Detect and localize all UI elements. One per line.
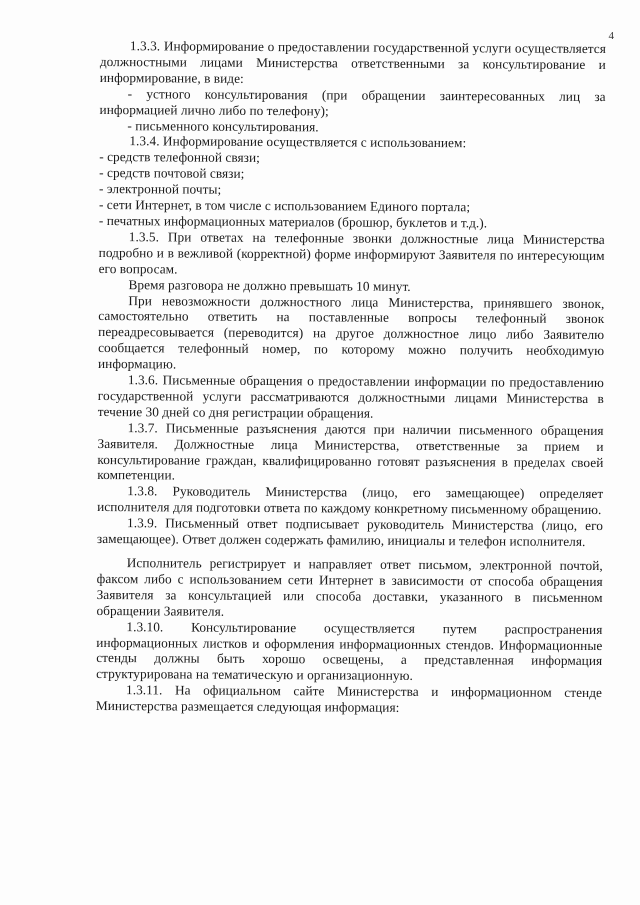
- bullet-written-consulting: - письменного консультирования.: [127, 117, 319, 134]
- paragraph-1-3-3: 1.3.3. Информирование о предоставлении государственной услуги осуществляется должностными лицами Министерства ответственными за консультирование и информирование, в виде:: [99, 38, 606, 86]
- list-item-internet: - сети Интернет, в том числе с использованием Единого портала;: [98, 197, 471, 215]
- paragraph-executor-registers: Исполнитель регистрирует и направляет ответ письмом, электронной почтой, факсом либо с использованием сети Интернет в зависимости от способа обращения Заявителя за консультацией или способа доставки, указанного в письменном обращении Заявителя.: [96, 555, 603, 619]
- page-number: 4: [608, 30, 614, 42]
- paragraph-1-3-5: 1.3.5. При ответах на телефонные звонки должностные лица Министерства подробно и в вежливой (корректной) форме информируют Заявителя по интересующим его вопросам.: [98, 229, 605, 277]
- list-item-print: - печатных информационных материалов (брошюр, буклетов и т.д.).: [98, 212, 488, 231]
- paragraph-1-3-4: 1.3.4. Информирование осуществляется с использованием:: [129, 133, 467, 151]
- paragraph-call-redirect: При невозможности должностного лица Министерства, принявшего звонок, самостоятельно ответить на поставленные вопросы телефонный звонок переадресовывается (переводится) на другое должностное лицо либо Заявителю сообщается телефонный номер, по которому можно получить необходимую информацию.: [97, 292, 605, 372]
- paragraph-1-3-6: 1.3.6. Письменные обращения о предоставлении информации по предоставлению государственной услуги рассматриваются должностными лицами Министерства в течение 30 дней со дня регистрации обращения.: [97, 372, 604, 421]
- paragraph-1-3-10: 1.3.10. Консультирование осуществляется путем распространения информационных листков и оформления информационных стендов. Информационные стенды должны быть хорошо освещены, а представленная информация структурирована на тематическую и организационную.: [96, 618, 603, 684]
- paragraph-1-3-11: 1.3.11. На официальном сайте Министерства и информационном стенде Министерства размещается следующая информация:: [95, 682, 603, 715]
- paragraph-1-3-9: 1.3.9. Письменный ответ подписывает руководитель Министерства (лицо, его замещающее). Ответ должен содержать фамилию, инициалы и телефон исполнителя.: [96, 515, 604, 550]
- list-item-post: - средств почтовой связи;: [99, 165, 245, 182]
- paragraph-1-3-7: 1.3.7. Письменные разъяснения даются при наличии письменного обращения Заявителя. Должностные лица Министерства, ответственные за прием и консультирование граждан, квалифицированно готовят разъяснения в пределах своей компетенции.: [97, 419, 604, 483]
- list-item-email: - электронной почты;: [99, 181, 222, 197]
- document-body: [96, 38, 606, 717]
- paragraph-1-3-8: 1.3.8. Руководитель Министерства (лицо, его замещающее) определяет исполнителя для подготовки ответа по каждому конкретному письменному обращению.: [97, 483, 604, 518]
- bullet-oral-consulting: - устного консультирования (при обращении заинтересованных лиц за информацией лично либо по телефону);: [99, 85, 606, 119]
- paragraph-call-duration: Время разговора не должно превышать 10 минут.: [128, 276, 411, 294]
- list-item-phone: - средств телефонной связи;: [99, 149, 260, 166]
